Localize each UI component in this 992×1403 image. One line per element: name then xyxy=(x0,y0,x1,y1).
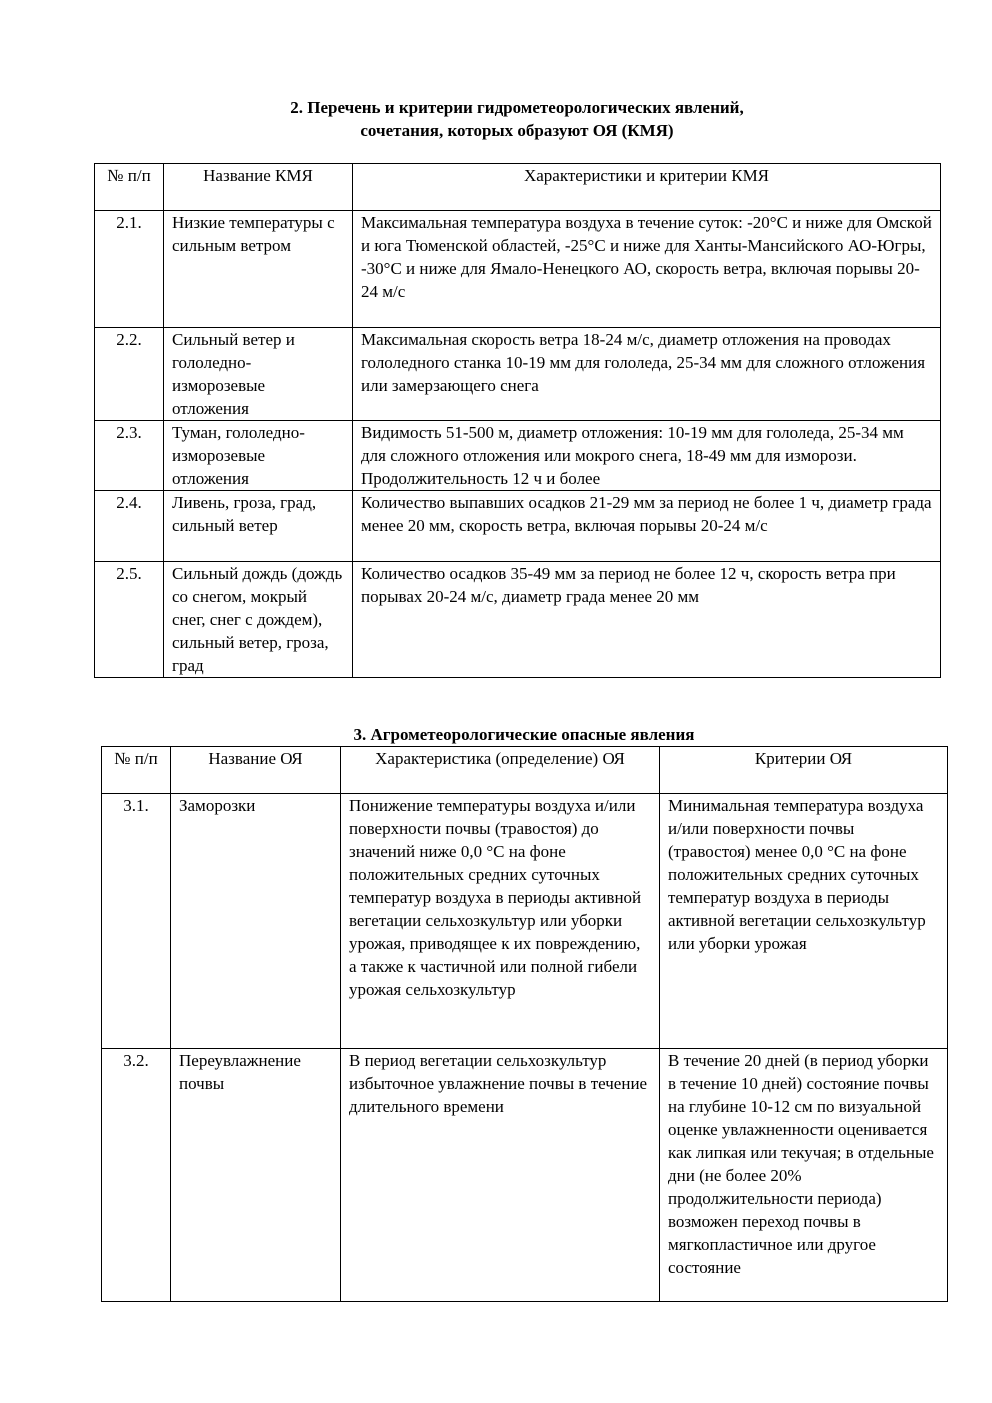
section-3-title: 3. Агрометеорологические опасные явления xyxy=(353,725,695,744)
table-row xyxy=(95,328,941,421)
row-number: 2.4. xyxy=(95,491,164,562)
phenomenon-definition: Понижение температуры воздуха и/или поверхности почвы (травостоя) до значений ниже 0,0 °С на фоне положительных средних суточных температур воздуха в периоды активной вегетации сельхозкультур или уборки урожая, приводящее к их повреждению, а также к частичной или полной гибели урожая сельхозкультур xyxy=(341,794,660,1049)
kmya-table xyxy=(94,163,941,678)
section-2-title-line-1: 2. Перечень и критерии гидрометеорологических явлений, xyxy=(290,98,744,117)
row-number: 2.5. xyxy=(95,562,164,678)
table-row xyxy=(102,794,948,1049)
agro-header-row xyxy=(102,747,948,794)
agro-header-name: Название ОЯ xyxy=(171,747,341,794)
row-number: 2.1. xyxy=(95,211,164,328)
phenomenon-name: Туман, гололедно-изморозевые отложения xyxy=(164,421,353,491)
agro-header-definition: Характеристика (определение) ОЯ xyxy=(341,747,660,794)
table-row xyxy=(102,1049,948,1302)
section-2-title-line-2: сочетания, которых образуют ОЯ (КМЯ) xyxy=(360,121,674,140)
kmya-header-criteria: Характеристики и критерии КМЯ xyxy=(353,164,941,211)
phenomenon-name: Низкие температуры с сильным ветром xyxy=(164,211,353,328)
phenomenon-criteria: Видимость 51-500 м, диаметр отложения: 10-19 мм для гололеда, 25-34 мм для сложного отложения или мокрого снега, 18-49 мм для изморози. Продолжительность 12 ч и более xyxy=(353,421,941,491)
table-row xyxy=(95,421,941,491)
table-row xyxy=(95,211,941,328)
phenomenon-definition: В период вегетации сельхозкультур избыточное увлажнение почвы в течение длительного времени xyxy=(341,1049,660,1302)
phenomenon-name: Заморозки xyxy=(171,794,341,1049)
phenomenon-name: Ливень, гроза, град, сильный ветер xyxy=(164,491,353,562)
agro-header-num: № п/п xyxy=(102,747,171,794)
row-number: 2.3. xyxy=(95,421,164,491)
phenomenon-criteria: Минимальная температура воздуха и/или поверхности почвы (травостоя) менее 0,0 °С на фоне положительных средних суточных температур воздуха в периоды активной вегетации сельхозкультур или уборки урожая xyxy=(660,794,948,1049)
phenomenon-criteria: Максимальная скорость ветра 18-24 м/с, диаметр отложения на проводах гололедного станка 10-19 мм для гололеда, 25-34 мм для сложного отложения или замерзающего снега xyxy=(353,328,941,421)
phenomenon-name: Сильный ветер и гололедно-изморозевые отложения xyxy=(164,328,353,421)
kmya-header-name: Название КМЯ xyxy=(164,164,353,211)
phenomenon-criteria: В течение 20 дней (в период уборки в течение 10 дней) состояние почвы на глубине 10-12 см по визуальной оценке увлажненности оценивается как липкая или текучая; в отдельные дни (не более 20% продолжительности периода) возможен переход почвы в мягкопластичное или другое состояние xyxy=(660,1049,948,1302)
phenomenon-criteria: Максимальная температура воздуха в течение суток: -20°С и ниже для Омской и юга Тюменской областей, -25°С и ниже для Ханты-Мансийского АО-Югры, -30°С и ниже для Ямало-Ненецкого АО, скорость ветра, включая порывы 20-24 м/с xyxy=(353,211,941,328)
row-number: 2.2. xyxy=(95,328,164,421)
row-number: 3.1. xyxy=(102,794,171,1049)
table-row xyxy=(95,562,941,678)
phenomenon-name: Сильный дождь (дождь со снегом, мокрый снег, снег с дождем), сильный ветер, гроза, град xyxy=(164,562,353,678)
phenomenon-name: Переувлажнение почвы xyxy=(171,1049,341,1302)
phenomenon-criteria: Количество выпавших осадков 21-29 мм за период не более 1 ч, диаметр града менее 20 мм, скорость ветра, включая порывы 20-24 м/с xyxy=(353,491,941,562)
section-2-title xyxy=(94,96,940,142)
table-row xyxy=(95,491,941,562)
kmya-header-num: № п/п xyxy=(95,164,164,211)
agro-header-criteria: Критерии ОЯ xyxy=(660,747,948,794)
kmya-header-row xyxy=(95,164,941,211)
agro-table xyxy=(101,746,948,1302)
row-number: 3.2. xyxy=(102,1049,171,1302)
phenomenon-criteria: Количество осадков 35-49 мм за период не более 12 ч, скорость ветра при порывах 20-24 м/с, диаметр града менее 20 мм xyxy=(353,562,941,678)
